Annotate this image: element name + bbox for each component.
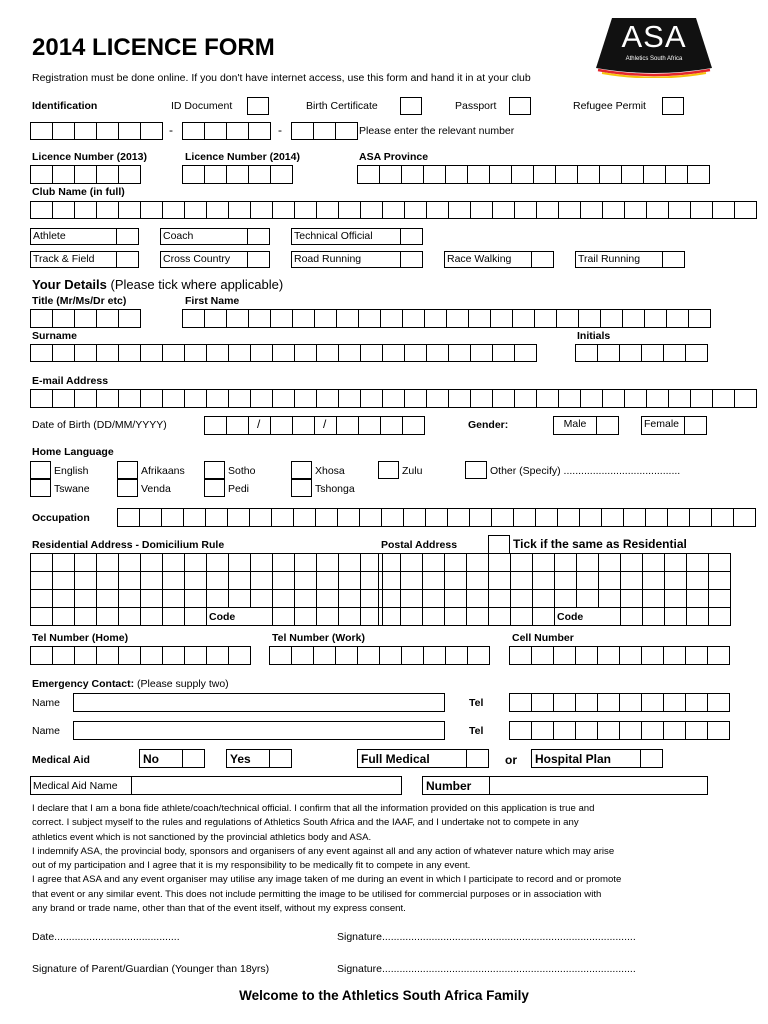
emergency-name-2-label: Name — [32, 725, 61, 737]
gender-label: Gender: — [468, 419, 509, 431]
logo-text: ASA — [621, 19, 687, 54]
id-number-part3[interactable] — [291, 122, 358, 140]
gender-female-option[interactable] — [641, 416, 707, 435]
gender-male-label: Male — [554, 417, 597, 434]
lang-tswane-label: Tswane — [54, 483, 90, 495]
emergency-tel-2-input[interactable] — [509, 721, 730, 740]
postal-address-label: Postal Address — [381, 539, 458, 551]
passport-checkbox[interactable] — [509, 97, 531, 115]
discipline-road-running-label: Road Running — [292, 252, 401, 267]
details-heading: Your Details — [32, 277, 107, 292]
id-number-part2[interactable] — [182, 122, 271, 140]
lang-pedi-label: Pedi — [228, 483, 250, 495]
lang-zulu-checkbox[interactable] — [378, 461, 399, 479]
club-name-label: Club Name (in full) — [32, 186, 125, 198]
licence-2014-label: Licence Number (2014) — [185, 151, 300, 163]
tel-home-input[interactable] — [30, 646, 251, 665]
declaration-line: that event or any similar event. This does not include permitting the image to be utilised for commercial purposes or in association with — [32, 888, 602, 900]
declaration-line: I indemnify ASA, the provincial body, sponsors and organisers of any event against all and any action of whatever nature which may arise — [32, 845, 615, 857]
initials-input[interactable] — [575, 344, 708, 362]
residential-address-label: Residential Address - Domicilium Rule — [32, 539, 225, 551]
lang-xhosa-checkbox[interactable] — [291, 461, 312, 479]
role-technical-official-option[interactable] — [291, 228, 423, 245]
role-coach-option[interactable] — [160, 228, 270, 245]
details-heading-row — [32, 277, 283, 292]
id-number-part1[interactable] — [30, 122, 163, 140]
parent-signature-label: Signature of Parent/Guardian (Younger than 18yrs) — [32, 963, 270, 975]
date-line[interactable]: Date........................................... — [32, 931, 180, 943]
email-label: E-mail Address — [32, 375, 109, 387]
discipline-road-running-checkbox[interactable] — [401, 252, 422, 267]
home-language-label: Home Language — [32, 446, 114, 458]
lang-english-checkbox[interactable] — [30, 461, 51, 479]
club-name-input[interactable] — [30, 201, 757, 219]
gender-female-label: Female — [642, 417, 685, 434]
medical-number-field[interactable] — [422, 776, 708, 795]
province-input[interactable] — [357, 165, 710, 184]
lang-afrikaans-checkbox[interactable] — [117, 461, 138, 479]
birth-certificate-checkbox[interactable] — [400, 97, 422, 115]
lang-other-checkbox[interactable] — [465, 461, 487, 479]
role-coach-label: Coach — [161, 229, 248, 244]
medical-yes-option[interactable] — [226, 749, 292, 768]
details-heading-note: (Please tick where applicable) — [110, 277, 284, 292]
emergency-name-1-input[interactable] — [73, 693, 445, 712]
emergency-contact-label: Emergency Contact: — [32, 678, 135, 690]
footer-welcome: Welcome to the Athletics South Africa Family — [239, 988, 529, 1003]
lang-english-label: English — [54, 465, 89, 477]
gender-male-option[interactable] — [553, 416, 619, 435]
medical-number-label: Number — [423, 777, 490, 794]
tel-work-label: Tel Number (Work) — [272, 632, 365, 644]
declaration-line: out of my participation and I agree that it is my responsibility to be medically fit to compete in any event. — [32, 860, 471, 872]
passport-label: Passport — [455, 100, 497, 112]
licence-2013-input[interactable] — [30, 165, 141, 184]
discipline-track-checkbox[interactable] — [117, 252, 138, 267]
dob-label: Date of Birth (DD/MM/YYYY) — [32, 419, 167, 431]
medical-hospital-label: Hospital Plan — [532, 750, 641, 767]
role-technical-official-checkbox[interactable] — [401, 229, 422, 244]
cell-number-label: Cell Number — [512, 632, 574, 644]
same-as-residential-label: Tick if the same as Residential — [513, 537, 687, 551]
asa-logo — [594, 16, 714, 78]
medical-aid-label: Medical Aid — [32, 754, 90, 766]
medical-aid-name-label: Medical Aid Name — [31, 777, 132, 794]
refugee-permit-label: Refugee Permit — [573, 100, 646, 112]
gender-female-checkbox[interactable] — [685, 417, 706, 434]
discipline-trail-running-checkbox[interactable] — [663, 252, 684, 267]
declaration-line: correct. I subject myself to the rules and regulations of Athletics South Africa and the IAAF, and I undertake not to compete in any — [32, 817, 579, 829]
id-dash-1: - — [169, 123, 173, 137]
lang-tshonga-label: Tshonga — [315, 483, 355, 495]
medical-yes-checkbox[interactable] — [270, 750, 291, 767]
lang-venda-label: Venda — [141, 483, 171, 495]
lang-venda-checkbox[interactable] — [117, 479, 138, 497]
medical-hospital-checkbox[interactable] — [641, 750, 662, 767]
discipline-track-option[interactable] — [30, 251, 139, 268]
lang-afrikaans-label: Afrikaans — [141, 465, 185, 477]
occupation-input[interactable] — [117, 508, 756, 527]
lang-sotho-label: Sotho — [228, 465, 256, 477]
first-name-input[interactable] — [182, 309, 711, 328]
lang-tswane-checkbox[interactable] — [30, 479, 51, 497]
role-athlete-label: Athlete — [31, 229, 117, 244]
email-input[interactable] — [30, 389, 757, 408]
surname-input[interactable] — [30, 344, 537, 362]
medical-full-option[interactable] — [357, 749, 489, 768]
emergency-name-2-input[interactable] — [73, 721, 445, 740]
province-label: ASA Province — [359, 151, 429, 163]
title-input[interactable] — [30, 309, 141, 328]
discipline-race-walking-label: Race Walking — [445, 252, 532, 267]
logo-subtext: Athletics South Africa — [625, 56, 683, 62]
gender-male-checkbox[interactable] — [597, 417, 618, 434]
dob-slash-1: / — [257, 417, 261, 431]
occupation-label: Occupation — [32, 512, 90, 524]
same-as-residential-checkbox[interactable] — [488, 535, 510, 554]
discipline-cross-country-label: Cross Country — [161, 252, 248, 267]
medical-number-input[interactable] — [490, 777, 707, 794]
lang-other-label[interactable]: Other (Specify) ........................................ — [490, 465, 681, 477]
discipline-race-walking-checkbox[interactable] — [532, 252, 553, 267]
id-number-hint: Please enter the relevant number — [359, 125, 515, 137]
lang-zulu-label: Zulu — [402, 465, 423, 477]
discipline-trail-running-label: Trail Running — [576, 252, 663, 267]
title-label: Title (Mr/Ms/Dr etc) — [32, 295, 127, 307]
emergency-tel-2-label: Tel — [469, 725, 484, 737]
form-title: 2014 LICENCE FORM — [32, 34, 275, 61]
licence-2014-input[interactable] — [182, 165, 293, 184]
discipline-cross-country-checkbox[interactable] — [248, 252, 269, 267]
medical-no-option[interactable] — [139, 749, 205, 768]
id-document-label: ID Document — [171, 100, 233, 112]
tel-work-input[interactable] — [269, 646, 490, 665]
role-technical-official-label: Technical Official — [292, 229, 401, 244]
declaration-text — [32, 802, 712, 916]
declaration-line: any brand or trade name, other than that of the event itself, without my express consent. — [32, 903, 406, 915]
residential-code-label: Code — [207, 608, 273, 626]
emergency-tel-1-input[interactable] — [509, 693, 730, 712]
medical-or-label: or — [505, 753, 517, 767]
medical-yes-label: Yes — [227, 750, 270, 767]
discipline-trail-running-option[interactable] — [575, 251, 685, 268]
role-athlete-option[interactable] — [30, 228, 139, 245]
postal-address-grid[interactable] — [378, 553, 731, 626]
dob-input[interactable] — [204, 416, 425, 435]
cell-number-input[interactable] — [509, 646, 730, 665]
form-subtitle: Registration must be done online. If you don't have internet access, use this form and hand it in at your club — [32, 72, 531, 84]
medical-full-checkbox[interactable] — [467, 750, 488, 767]
medical-hospital-option[interactable] — [531, 749, 663, 768]
id-dash-2: - — [278, 123, 282, 137]
birth-certificate-label: Birth Certificate — [306, 100, 378, 112]
medical-full-label: Full Medical — [358, 750, 467, 767]
medical-aid-name-field[interactable] — [30, 776, 402, 795]
dob-slash-2: / — [323, 417, 327, 431]
surname-label: Surname — [32, 330, 77, 342]
medical-no-label: No — [140, 750, 183, 767]
role-coach-checkbox[interactable] — [248, 229, 269, 244]
residential-address-grid[interactable] — [30, 553, 383, 626]
identification-label: Identification — [32, 100, 98, 112]
role-athlete-checkbox[interactable] — [117, 229, 138, 244]
discipline-cross-country-option[interactable] — [160, 251, 270, 268]
declaration-line: I declare that I am a bona fide athlete/coach/technical official. I confirm that all the information provided on this application is true and — [32, 803, 595, 814]
lang-tshonga-checkbox[interactable] — [291, 479, 312, 497]
refugee-permit-checkbox[interactable] — [662, 97, 684, 115]
emergency-name-1-label: Name — [32, 697, 61, 709]
medical-aid-name-input[interactable] — [132, 777, 401, 794]
id-document-checkbox[interactable] — [247, 97, 269, 115]
emergency-contact-row — [32, 678, 229, 690]
postal-code-label: Code — [555, 608, 621, 626]
licence-2013-label: Licence Number (2013) — [32, 151, 147, 163]
tel-home-label: Tel Number (Home) — [32, 632, 129, 644]
discipline-race-walking-option[interactable] — [444, 251, 554, 268]
discipline-track-label: Track & Field — [31, 252, 117, 267]
lang-xhosa-label: Xhosa — [315, 465, 345, 477]
lang-sotho-checkbox[interactable] — [204, 461, 225, 479]
emergency-tel-1-label: Tel — [469, 697, 484, 709]
lang-pedi-checkbox[interactable] — [204, 479, 225, 497]
first-name-label: First Name — [185, 295, 240, 307]
declaration-line: athletics event which is not sanctioned by the provincial athletics body and ASA. — [32, 831, 372, 843]
signature-line[interactable]: Signature....................................................................................... — [337, 931, 636, 943]
declaration-line: I agree that ASA and any event organiser may utilise any image taken of me during an event in which I participate to record and or promote — [32, 874, 622, 886]
parent-signature-line[interactable]: Signature....................................................................................... — [337, 963, 636, 975]
medical-no-checkbox[interactable] — [183, 750, 204, 767]
discipline-road-running-option[interactable] — [291, 251, 423, 268]
emergency-contact-note: (Please supply two) — [137, 678, 229, 690]
initials-label: Initials — [577, 330, 611, 342]
